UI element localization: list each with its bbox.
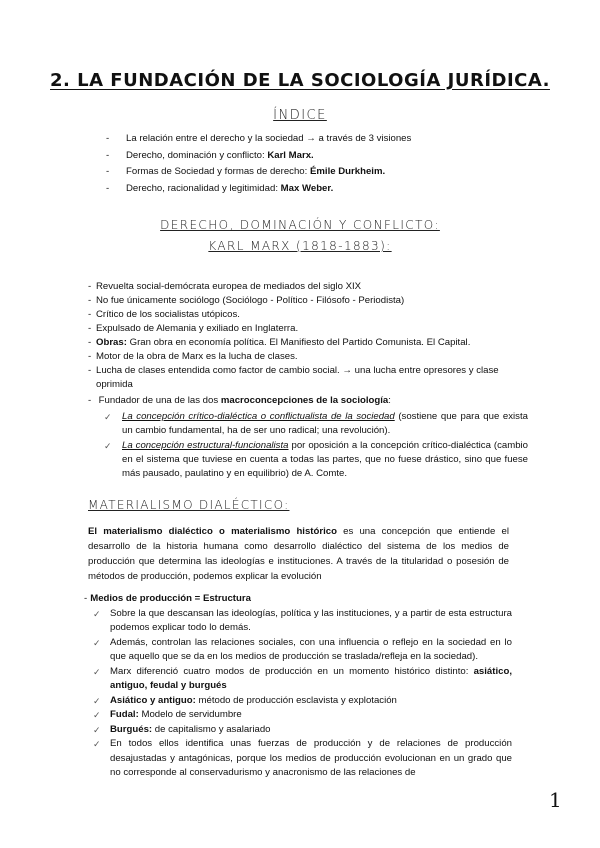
table-of-contents	[106, 131, 411, 197]
check-icon: ✓	[104, 441, 112, 451]
marx-bullet-list	[88, 280, 528, 481]
check-icon: ✓	[93, 666, 101, 677]
index-heading: ÍNDICE	[273, 108, 327, 123]
medios-section	[84, 592, 512, 781]
list-item: ✓ Sobre la que descansan las ideologías, política y las instituciones, y a partir de esta estructura podemos explicar todo lo demás.	[93, 607, 512, 633]
list-item: ✓ Fudal: Modelo de servidumbre	[88, 708, 512, 723]
list-item: - Motor de la obra de Marx es la lucha de clases.	[88, 351, 298, 362]
check-icon: ✓	[93, 710, 101, 720]
materialismo-heading: MATERIALISMO DIALÉCTICO:	[88, 498, 290, 512]
section-subheading: KARL MARX (1818-1883):	[208, 239, 392, 253]
materialismo-paragraph: El materialismo dialéctico o materialismo histórico es una concepción que entiende el desarrollo de la historia humana como desarrollo dialéctico del sistema de los medios de producción que determina las ideologías e instituciones. A través de la titularidad o posesión de métodos de producción, podemos explicar la evolución	[88, 526, 509, 582]
list-item: - No fue únicamente sociólogo (Sociólogo - Político - Filósofo - Periodista)	[88, 295, 405, 306]
page-title: 2. LA FUNDACIÓN DE LA SOCIOLOGÍA JURÍDICA.	[50, 70, 550, 91]
check-icon: ✓	[93, 739, 101, 749]
list-item: ✓ Burgués: de capitalismo y asalariado	[88, 723, 512, 738]
check-icon: ✓	[93, 724, 101, 735]
toc-item: - Formas de Sociedad y formas de derecho: Émile Durkheim.	[106, 166, 386, 177]
medios-heading: - Medios de producción = Estructura	[84, 593, 251, 604]
list-item: - Revuelta social-demócrata europea de mediados del siglo XIX	[88, 281, 362, 292]
list-item: ✓ Además, controlan las relaciones sociales, con una influencia o reflejo en la sociedad en lo que aquello que se da en los medios de producción se traslada/refleja en la sociedad).	[93, 636, 512, 662]
medios-list	[84, 607, 512, 781]
page-number: 1	[549, 788, 562, 812]
check-icon: ✓	[93, 695, 101, 706]
list-item: ✓ La concepción estructural-funcionalista por oposición a la concepción crítico-dialéctica (cambio en el sistema que tuviese en cuenta a todas las partes, que no fuese drástico, sino que fuese más pausado, paulatino y en equilibrio) de A. Comte.	[104, 440, 529, 479]
list-item: - Crítico de los socialistas utópicos.	[88, 309, 240, 320]
toc-item: - Derecho, racionalidad y legitimidad: Max Weber.	[106, 182, 334, 194]
list-item: ✓ Marx diferenció cuatro modos de producción en un momento histórico distinto: asiático, antiguo, feudal y burgués	[93, 665, 512, 691]
list-item: - Lucha de clases entendida como factor de cambio social. → una lucha entre opresores y clase oprimida	[88, 365, 499, 390]
check-icon: ✓	[104, 412, 112, 422]
list-item: ✓ La concepción crítico-dialéctica o conflictualista de la sociedad (sostiene que para que exista un cambio fundamental, ha de ser uno radical; una revolución).	[104, 411, 528, 436]
check-icon: ✓	[93, 637, 101, 648]
toc-item: - La relación entre el derecho y la sociedad → a través de 3 visiones	[106, 133, 412, 144]
toc-item: - Derecho, dominación y conflicto: Karl Marx.	[106, 149, 314, 161]
list-item: - Expulsado de Alemania y exiliado en Inglaterra.	[88, 323, 299, 334]
check-icon: ✓	[93, 608, 101, 619]
list-item: ✓ Asiático y antiguo: método de producción esclavista y explotación	[88, 694, 512, 709]
section-heading: DERECHO, DOMINACIÓN Y CONFLICTO:	[160, 218, 440, 232]
list-item: - Fundador de una de las dos macroconcepciones de la sociología: ✓ La concepción crítico-dialéctica o conflictualista de la sociedad (sostiene que para que exista un cambio fundamental, ha de ser uno radical; una revolución). ✓ La concepción estructural-funcionalista por oposición a la concepción crítico-dialéctica (cambio en el sistema que tuviese en cuenta a todas las partes, que no fuese drástico, sino que fuese más pausado, paulatino y en equilibrio) de A. Comte.	[88, 395, 529, 479]
concepciones-list	[96, 410, 528, 481]
list-item: - Obras: Gran obra en economía política. El Manifiesto del Partido Comunista. El Capital.	[88, 337, 471, 348]
list-item: ✓ En todos ellos identifica unas fuerzas de producción y de relaciones de producción desajustadas y antagónicas, porque los medios de producción evolucionan en un grado que no corresponde al conservadurismo y anacronismo de las relaciones de	[93, 738, 512, 778]
